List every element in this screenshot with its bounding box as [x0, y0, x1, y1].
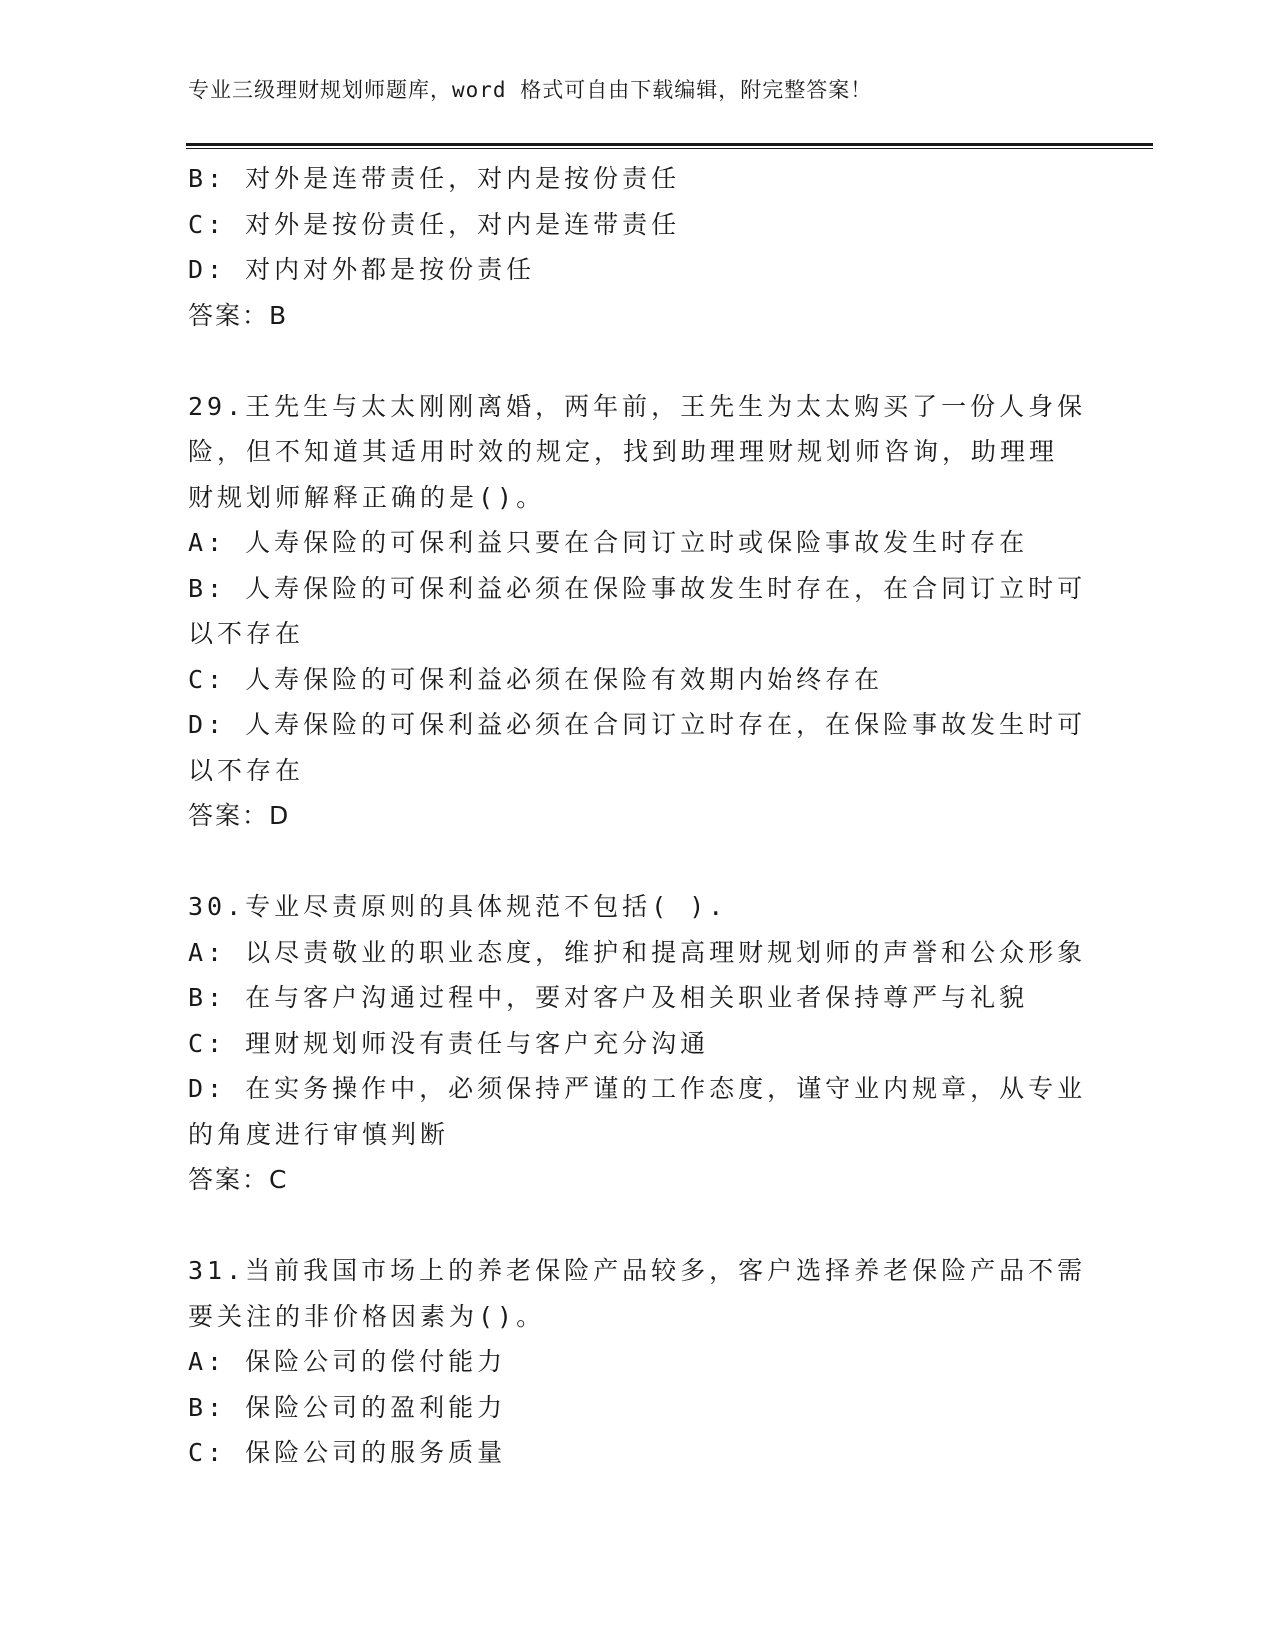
option-c: C: 人寿保险的可保利益必须在保险有效期内始终存在	[188, 664, 884, 694]
question-29	[188, 384, 1088, 839]
option-d: D: 在实务操作中，必须保持严谨的工作态度，谨守业内规章，从专业	[188, 1074, 1087, 1103]
spacer	[188, 338, 1088, 384]
option-d: D: 人寿保险的可保利益必须在合同订立时存在，在保险事故发生时可	[188, 710, 1087, 739]
question-stem: 险，但不知道其适用时效的规定，找到助理理财规划师咨询，助理理	[188, 437, 1059, 466]
option-a: A: 以尽责敬业的职业态度，维护和提高理财规划师的声誉和公众形象	[188, 937, 1087, 967]
document-body	[188, 156, 1088, 1476]
header-divider	[186, 143, 1153, 149]
answer-line: 答案：C	[188, 1165, 289, 1194]
option-b: B: 在与客户沟通过程中，要对客户及相关职业者保持尊严与礼貌	[188, 983, 1029, 1012]
question-stem: 30.专业尽责原则的具体规范不包括( ).	[188, 892, 728, 921]
answer-line: 答案：D	[188, 801, 291, 830]
question-stem: 财规划师解释正确的是()。	[188, 482, 546, 512]
spacer	[188, 1203, 1088, 1249]
option-a: A: 保险公司的偿付能力	[188, 1347, 507, 1376]
option-d-continued: 的角度进行审慎判断	[188, 1119, 450, 1149]
page-header: 专业三级理财规划师题库，word 格式可自由下载编辑，附完整答案！	[188, 78, 873, 102]
option-a: A: 人寿保险的可保利益只要在合同订立时或保险事故发生时存在	[188, 528, 1029, 557]
option-b: B: 对外是连带责任，对内是按份责任	[188, 164, 681, 193]
question-30	[188, 884, 1088, 1203]
question-28-continued	[188, 156, 1088, 338]
option-d-continued: 以不存在	[188, 755, 305, 785]
option-d: D: 对内对外都是按份责任	[188, 255, 536, 284]
question-stem: 29.王先生与太太刚刚离婚，两年前，王先生为太太购买了一份人身保	[188, 391, 1087, 421]
question-31	[188, 1248, 1088, 1476]
option-c: C: 保险公司的服务质量	[188, 1438, 507, 1467]
question-stem: 要关注的非价格因素为()。	[188, 1301, 546, 1331]
option-c: C: 理财规划师没有责任与客户充分沟通	[188, 1028, 710, 1058]
option-b-continued: 以不存在	[188, 619, 305, 648]
option-c: C: 对外是按份责任，对内是连带责任	[188, 209, 681, 239]
spacer	[188, 839, 1088, 885]
question-stem: 31.当前我国市场上的养老保险产品较多，客户选择养老保险产品不需	[188, 1256, 1087, 1285]
answer-line: 答案：B	[188, 300, 289, 330]
option-b: B: 人寿保险的可保利益必须在保险事故发生时存在，在合同订立时可	[188, 573, 1087, 603]
option-b: B: 保险公司的盈利能力	[188, 1392, 507, 1422]
